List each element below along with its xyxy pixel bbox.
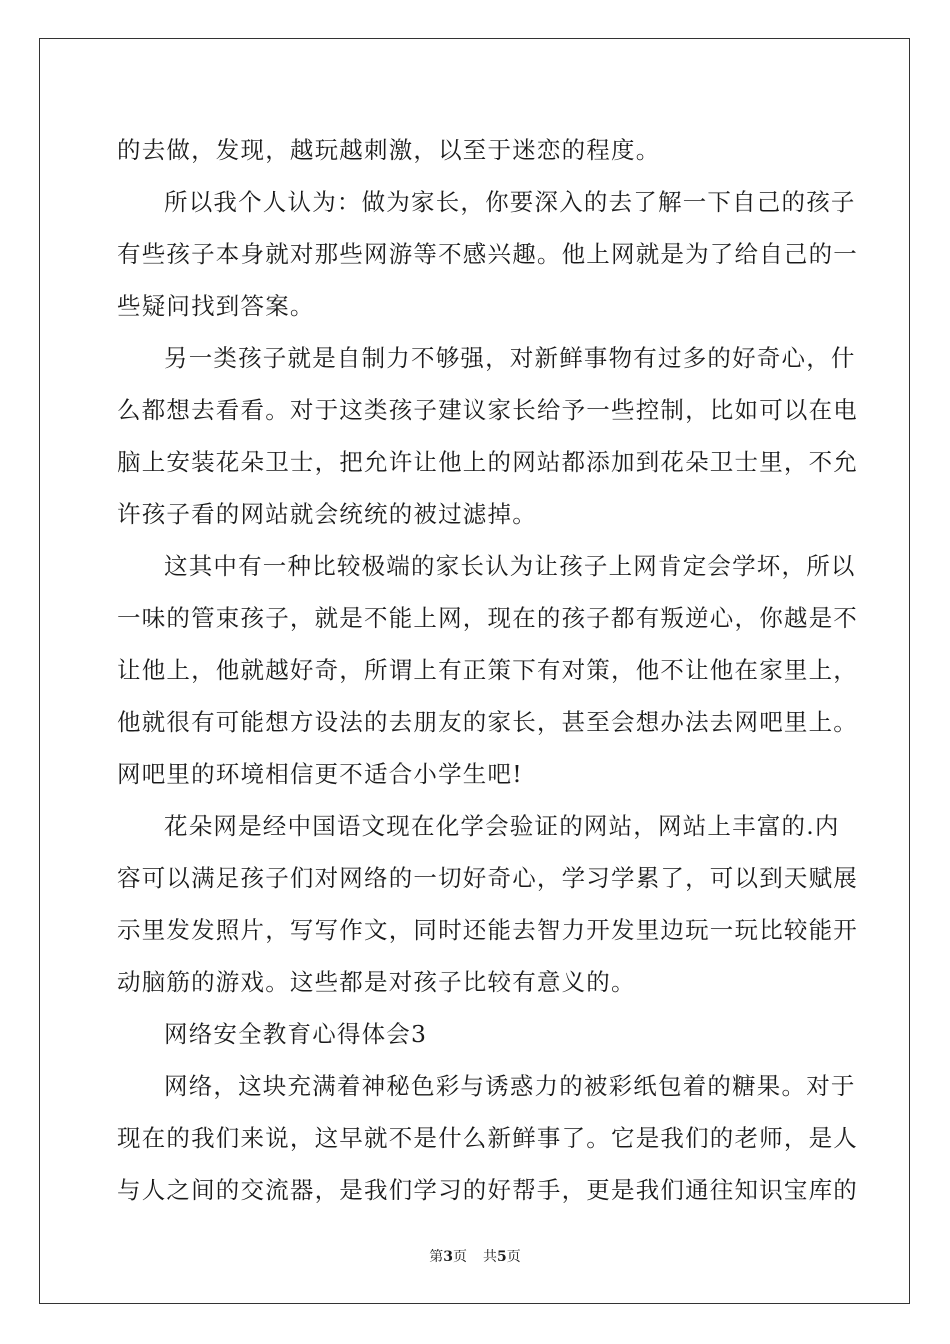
text-line-16: 示里发发照片，写写作文，同时还能去智力开发里边玩一玩比较能开 [117,916,858,944]
text-line-1: 的去做，发现，越玩越刺激，以至于迷恋的程度。 [117,136,661,164]
total-suffix: 页 [506,1249,521,1265]
page-prefix: 第 [429,1249,444,1265]
text-line-17: 动脑筋的游戏。这些都是对孩子比较有意义的。 [117,968,636,996]
text-line-19: 网络，这块充满着神秘色彩与诱惑力的被彩纸包着的糖果。对于 [164,1072,856,1100]
text-line-20: 现在的我们来说，这早就不是什么新鲜事了。它是我们的老师，是人 [117,1124,858,1152]
text-line-3: 有些孩子本身就对那些网游等不感兴趣。他上网就是为了给自己的一 [117,240,858,268]
current-page-number: 3 [443,1249,453,1265]
page-footer [0,1246,950,1266]
text-line-8: 许孩子看的网站就会统统的被过滤掉。 [117,500,537,528]
total-page-number: 5 [497,1249,507,1265]
text-line-5: 另一类孩子就是自制力不够强，对新鲜事物有过多的好奇心，什 [164,344,856,372]
text-line-2: 所以我个人认为：做为家长，你要深入的去了解一下自己的孩子 [164,188,856,216]
text-line-9: 这其中有一种比较极端的家长认为让孩子上网肯定会学坏，所以 [164,552,856,580]
total-prefix: 共 [483,1249,497,1265]
text-line-7: 脑上安装花朵卫士，把允许让他上的网站都添加到花朵卫士里，不允 [117,448,858,476]
text-line-10: 一味的管束孩子，就是不能上网，现在的孩子都有叛逆心，你越是不 [117,604,858,632]
text-line-13: 网吧里的环境相信更不适合小学生吧! [117,760,523,788]
text-line-12: 他就很有可能想方设法的去朋友的家长，甚至会想办法去网吧里上。 [117,708,858,736]
text-line-14: 花朵网是经中国语文现在化学会验证的网站，网站上丰富的.内 [164,812,840,840]
document-body [117,124,858,1216]
text-line-11: 让他上，他就越好奇，所谓上有正策下有对策，他不让他在家里上， [117,656,858,684]
text-line-4: 些疑问找到答案。 [117,292,315,320]
section-heading: 网络安全教育心得体会3 [164,1020,428,1048]
text-line-21: 与人之间的交流器，是我们学习的好帮手，更是我们通往知识宝库的 [117,1176,858,1204]
text-line-15: 容可以满足孩子们对网络的一切好奇心，学习学累了，可以到天赋展 [117,864,858,892]
text-line-6: 么都想去看看。对于这类孩子建议家长给予一些控制，比如可以在电 [117,396,858,424]
page-suffix: 页 [453,1249,467,1265]
